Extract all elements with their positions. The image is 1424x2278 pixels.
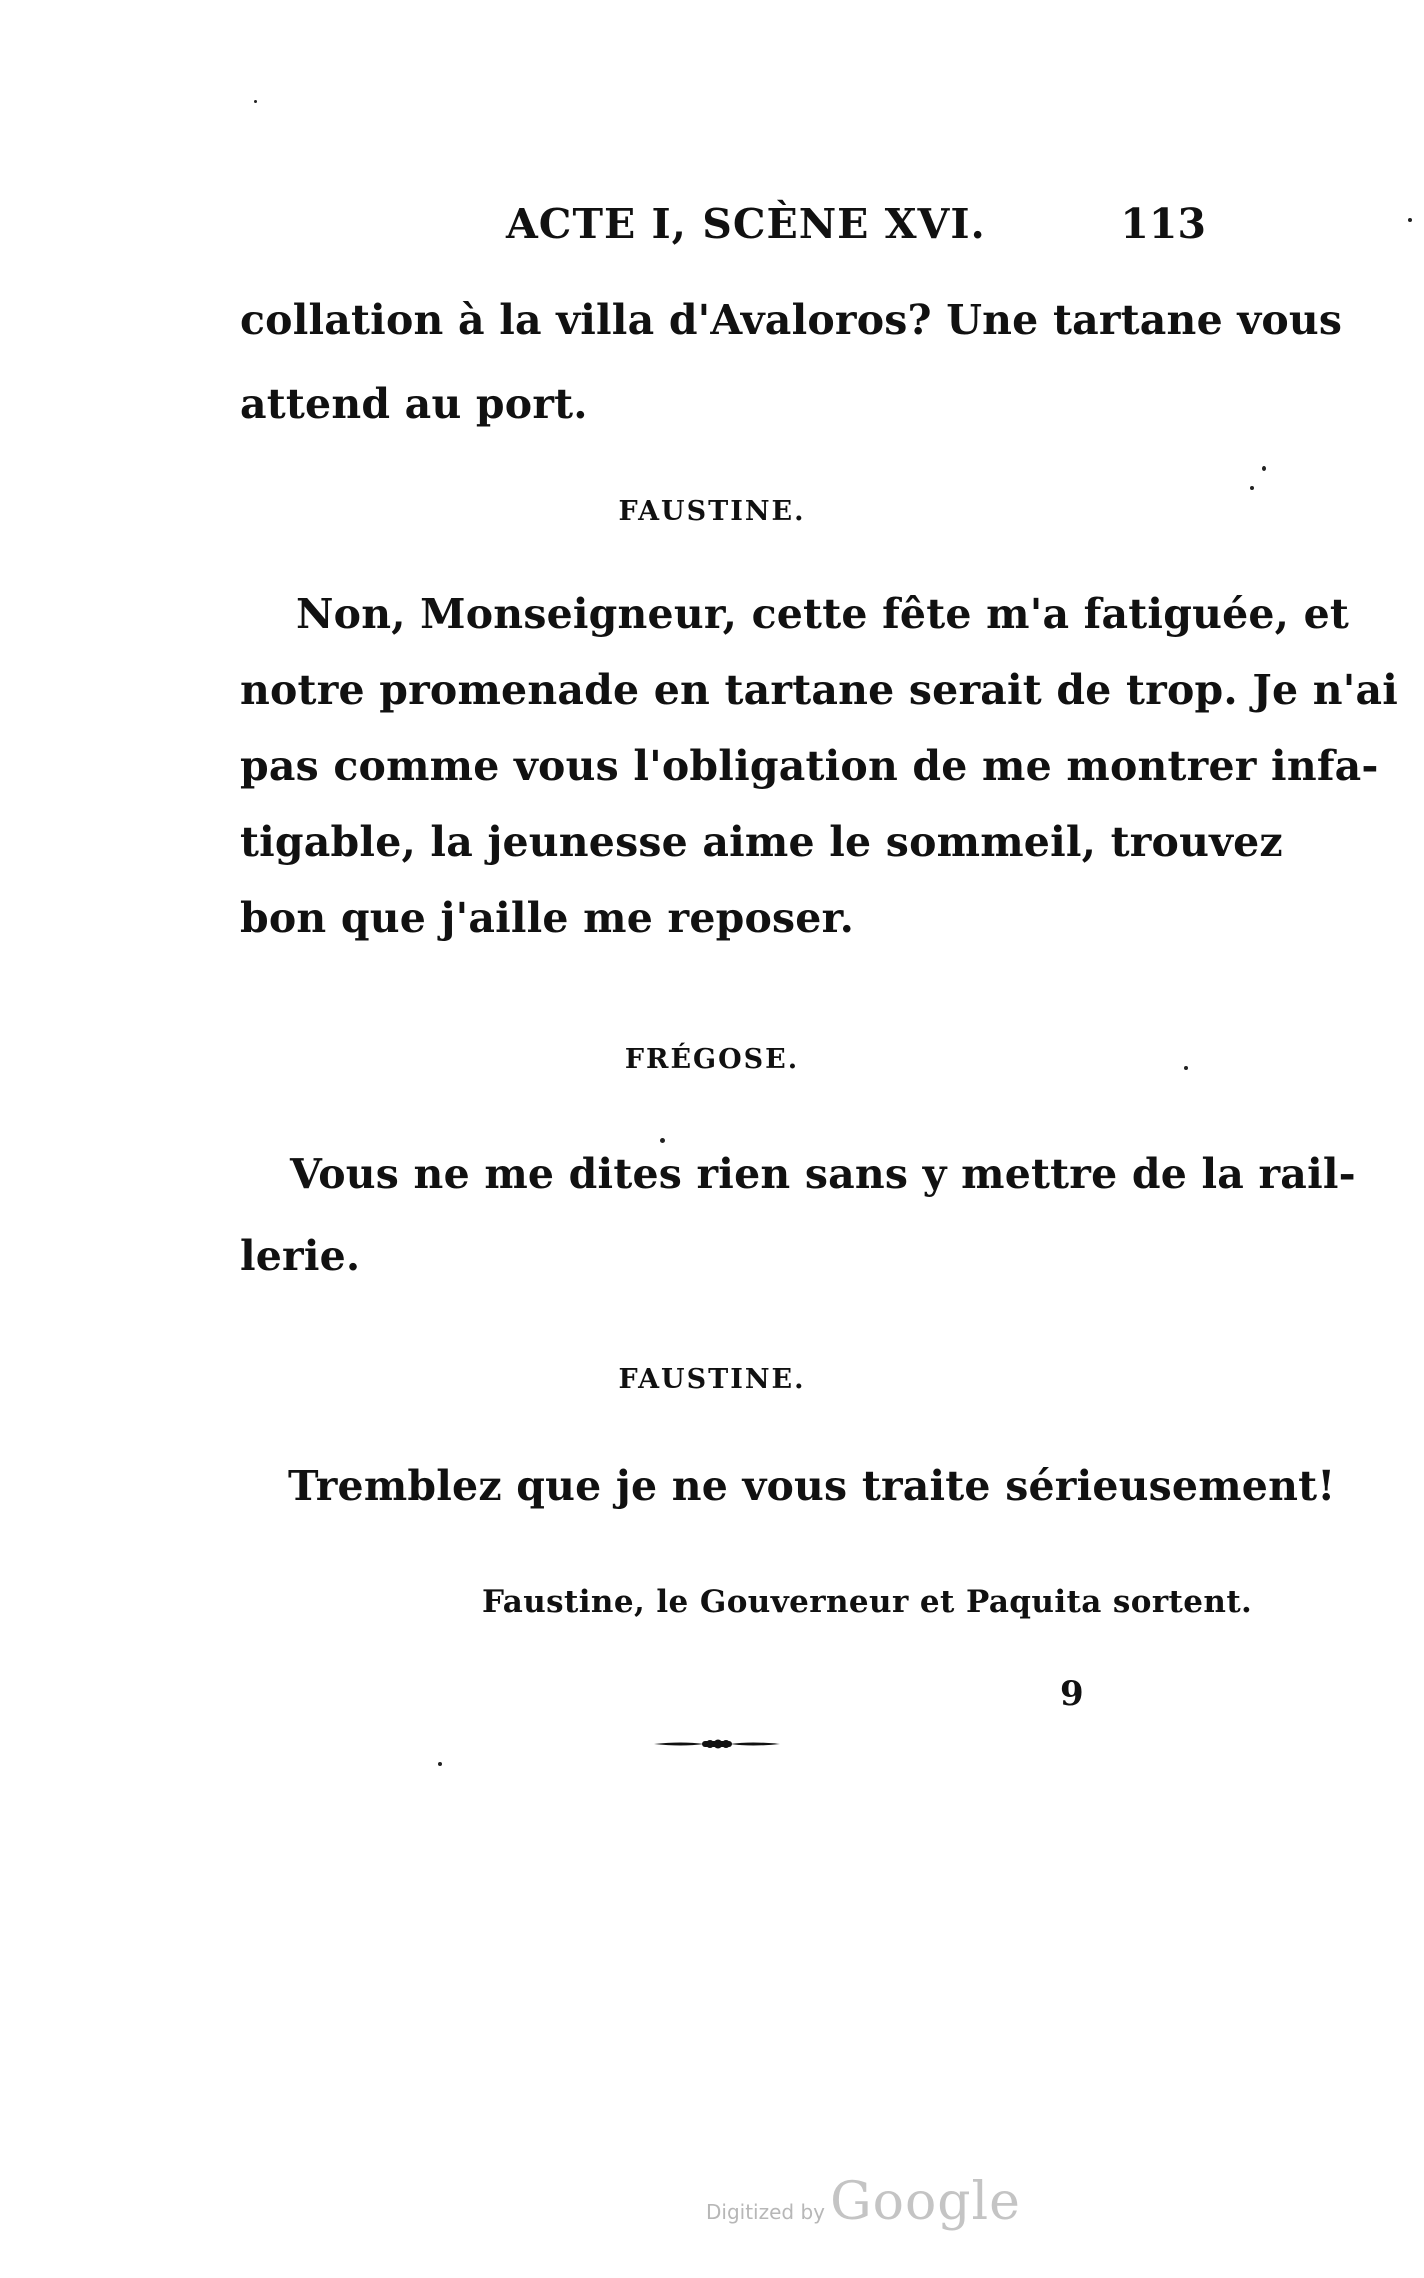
- page-number: 113: [1120, 200, 1206, 248]
- speaker-name: FAUSTINE.: [618, 1364, 806, 1395]
- text-line: collation à la villa d'Avaloros? Une tartane vous: [240, 296, 1343, 344]
- text-line: tigable, la jeunesse aime le sommeil, trouvez: [240, 818, 1283, 866]
- text-line: Tremblez que je ne vous traite sérieusement!: [288, 1462, 1336, 1510]
- watermark-brand: Google: [830, 2172, 1021, 2232]
- scan-speck: [1184, 1066, 1188, 1070]
- text-line: Non, Monseigneur, cette fête m'a fatiguée, et: [296, 590, 1350, 638]
- scan-speck: [438, 1762, 442, 1766]
- scan-speck: [660, 1138, 665, 1143]
- text-line: lerie.: [240, 1232, 361, 1280]
- signature-mark: 9: [1060, 1674, 1084, 1714]
- scan-speck: [1262, 466, 1266, 471]
- text-line: Vous ne me dites rien sans y mettre de la rail-: [290, 1150, 1356, 1198]
- speaker-name: FRÉGOSE.: [624, 1044, 800, 1075]
- scan-speck: [254, 100, 257, 103]
- speaker-name: FAUSTINE.: [618, 496, 806, 527]
- section-end-ornament: [652, 1737, 782, 1751]
- text-line: notre promenade en tartane serait de trop. Je n'ai: [240, 666, 1398, 714]
- scan-speck: [1408, 218, 1412, 222]
- text-line: attend au port.: [240, 380, 588, 428]
- text-line: bon que j'aille me reposer.: [240, 894, 855, 942]
- text-line: pas comme vous l'obligation de me montrer infa-: [240, 742, 1379, 790]
- scan-speck: [1250, 486, 1254, 490]
- stage-direction: Faustine, le Gouverneur et Paquita sortent.: [482, 1584, 1253, 1620]
- digitized-watermark: [706, 2172, 1021, 2232]
- running-head: ACTE I, SCÈNE XVI.: [506, 200, 986, 248]
- watermark-prefix: Digitized by: [706, 2200, 825, 2224]
